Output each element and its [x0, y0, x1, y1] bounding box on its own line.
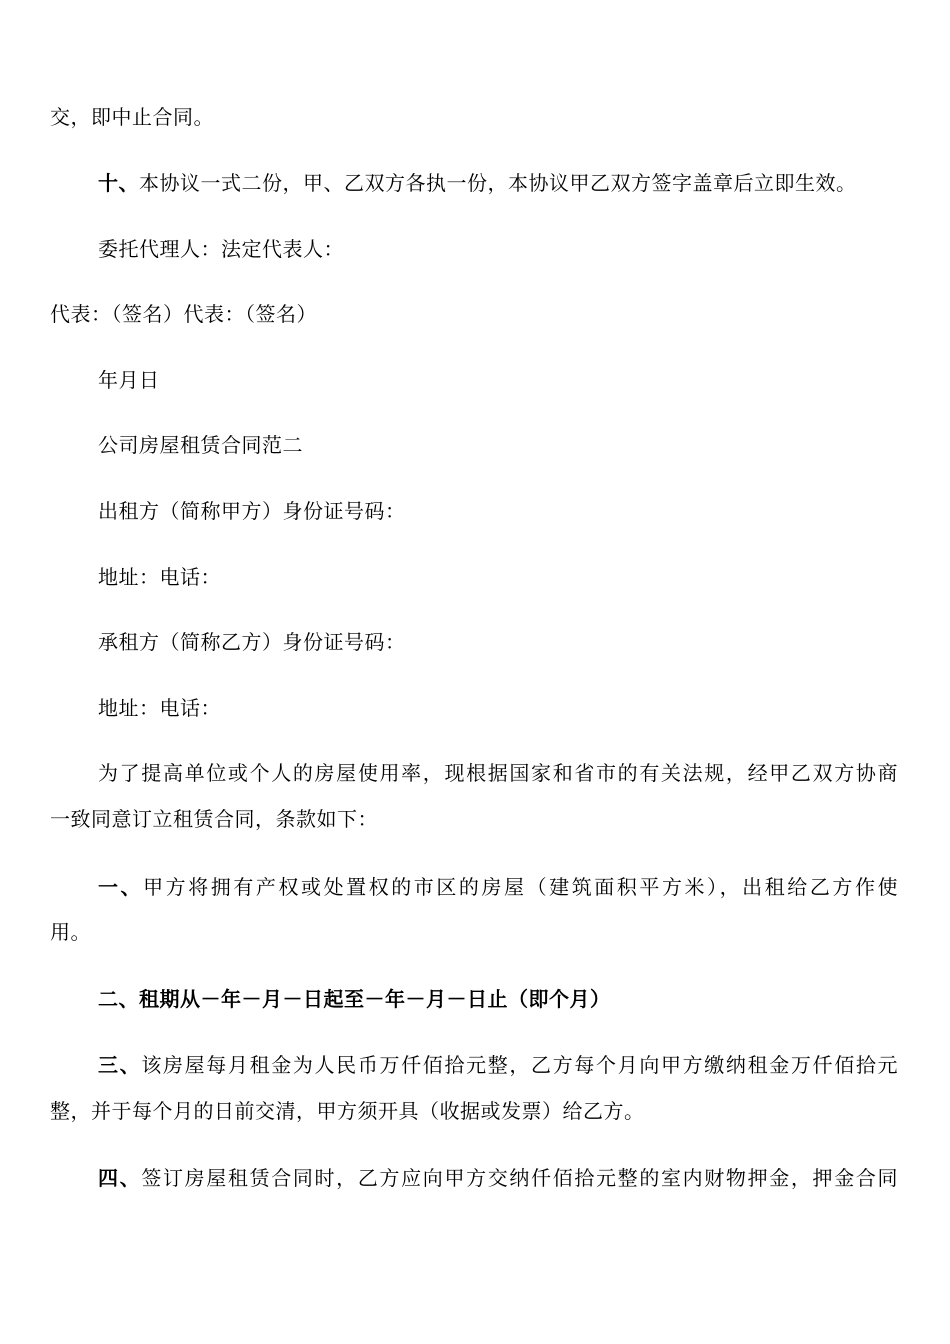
clause-text: 甲方将拥有产权或处置权的市区的房屋（建筑面积平方米），出租给乙方作使 [143, 875, 899, 899]
lessee-line [98, 628, 406, 656]
paragraph-line [50, 103, 214, 131]
clause-text: 本协议一式二份，甲、乙双方各执一份，本协议甲乙双方签字盖章后立即生效。 [139, 171, 857, 195]
clause-three-line-1 [98, 1051, 898, 1079]
text: 承租方（简称乙方）身份证号码： [98, 630, 406, 654]
clause-number: 一、 [98, 875, 144, 899]
preamble-line-1 [98, 759, 898, 787]
preamble-line-2 [50, 805, 378, 833]
signature-roles [98, 235, 344, 263]
clause-number: 三、 [98, 1053, 142, 1077]
date-line [98, 366, 160, 394]
clause-one-line-1 [98, 873, 898, 901]
text: 地址：电话： [98, 696, 221, 720]
text: 一致同意订立租赁合同，条款如下： [50, 807, 378, 831]
text: 出租方（简称甲方）身份证号码： [98, 499, 406, 523]
section-title [98, 431, 303, 459]
clause-number: 四、 [98, 1166, 142, 1190]
text: 公司房屋租赁合同范二 [98, 433, 303, 457]
clause-three-line-2 [50, 1097, 645, 1125]
lessee-address-line [98, 694, 221, 722]
text: 年月日 [98, 368, 160, 392]
clause-four-line-1 [98, 1164, 898, 1192]
text: 交，即中止合同。 [50, 105, 214, 129]
text: 整，并于每个月的日前交清，甲方须开具（收据或发票）给乙方。 [50, 1099, 645, 1123]
text: 地址：电话： [98, 565, 221, 589]
lessor-address-line [98, 563, 221, 591]
clause-ten [98, 169, 857, 197]
clause-text: 签订房屋租赁合同时，乙方应向甲方交纳仟佰拾元整的室内财物押金，押金合同 [141, 1166, 899, 1190]
clause-text: 该房屋每月租金为人民币万仟佰拾元整，乙方每个月向甲方缴纳租金万仟佰拾元 [141, 1053, 899, 1077]
lessor-line [98, 497, 406, 525]
text: 用。 [50, 920, 91, 944]
signature-line [50, 300, 317, 328]
text: 代表：（签名）代表：（签名） [50, 302, 317, 326]
text: 为了提高单位或个人的房屋使用率，现根据国家和省市的有关法规，经甲乙双方协商 [98, 761, 898, 785]
clause-number: 十、 [98, 171, 139, 195]
clause-two [98, 985, 611, 1013]
text: 二、租期从－年－月－日起至－年－月－日止（即个月） [98, 987, 611, 1011]
text: 委托代理人：法定代表人： [98, 237, 344, 261]
clause-one-line-2 [50, 918, 91, 946]
